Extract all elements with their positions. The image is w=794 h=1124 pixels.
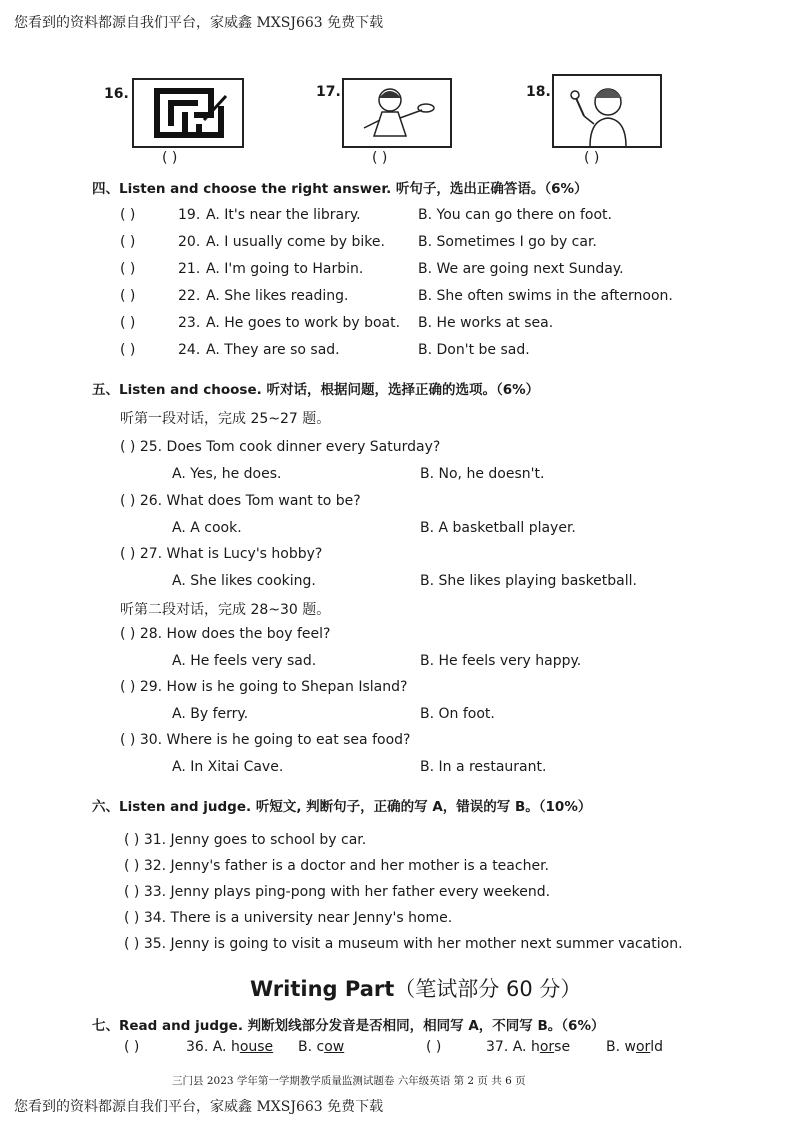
q34-statement: ( ) 34. There is a university near Jenny's home.: [124, 910, 453, 926]
maze-icon: [134, 80, 242, 146]
watermark-bottom: 您看到的资料都源自我们平台，家威鑫 MXSJ663 免费下载: [14, 1099, 384, 1115]
girl-cooking-icon: [344, 80, 450, 146]
q37-blank: ( ): [426, 1039, 442, 1055]
section-7-title: 七、Read and judge. 判断划线部分发音是否相同，相同写 A，不同写 B。（6%）: [92, 1018, 605, 1034]
section-4-title: 四、Listen and choose the right answer. 听句子，选出正确答语。（6%）: [92, 181, 588, 197]
q21-option-b: B. We are going next Sunday.: [418, 261, 624, 277]
q30-option-a: A. In Xitai Cave.: [172, 759, 284, 775]
q23-option-b: B. He works at sea.: [418, 315, 554, 331]
q23-blank: ( ): [120, 315, 136, 331]
picture-18-answer-blank: ( ): [584, 150, 600, 166]
section-5-sub2: 听第二段对话，完成 28~30 题。: [120, 602, 331, 618]
q30-option-b: B. In a restaurant.: [420, 759, 547, 775]
writing-part-heading: [250, 973, 581, 1003]
picture-18-number: 18.: [526, 84, 551, 100]
worker-with-wrench-icon: [554, 76, 660, 146]
q23-number: 23.: [178, 315, 201, 331]
q29-option-b: B. On foot.: [420, 706, 495, 722]
q24-number: 24.: [178, 342, 201, 358]
q21-number: 21.: [178, 261, 201, 277]
q29-option-a: A. By ferry.: [172, 706, 249, 722]
picture-17-number: 17.: [316, 84, 341, 100]
q21-blank: ( ): [120, 261, 136, 277]
q31-statement: ( ) 31. Jenny goes to school by car.: [124, 832, 367, 848]
q22-option-b: B. She often swims in the afternoon.: [418, 288, 673, 304]
q26-option-a: A. A cook.: [172, 520, 242, 536]
page-footer: 三门县 2023 学年第一学期教学质量监测试题卷 六年级英语 第 2 页 共 6 页: [172, 1075, 526, 1087]
q20-option-a: A. I usually come by bike.: [206, 234, 385, 250]
q22-option-a: A. She likes reading.: [206, 288, 349, 304]
q27-option-a: A. She likes cooking.: [172, 573, 316, 589]
q24-option-b: B. Don't be sad.: [418, 342, 530, 358]
q19-blank: ( ): [120, 207, 136, 223]
q36-blank: ( ): [124, 1039, 140, 1055]
q37-option-a: 37. A. horse: [486, 1039, 571, 1055]
section-5-title: 五、Listen and choose. 听对话，根据问题，选择正确的选项。（6%）: [92, 382, 540, 398]
picture-16-answer-blank: ( ): [162, 150, 178, 166]
q23-option-a: A. He goes to work by boat.: [206, 315, 401, 331]
section-6-title: 六、Listen and judge. 听短文, 判断句子，正确的写 A，错误的写 B。（10%）: [92, 799, 592, 815]
picture-17-answer-blank: ( ): [372, 150, 388, 166]
writing-part-title: Writing Part: [250, 977, 395, 1001]
q25-option-b: B. No, he doesn't.: [420, 466, 545, 482]
q20-blank: ( ): [120, 234, 136, 250]
q19-number: 19.: [178, 207, 201, 223]
q20-option-b: B. Sometimes I go by car.: [418, 234, 597, 250]
picture-16-number: 16.: [104, 86, 129, 102]
q27-option-b: B. She likes playing basketball.: [420, 573, 637, 589]
q24-option-a: A. They are so sad.: [206, 342, 340, 358]
q19-option-a: A. It's near the library.: [206, 207, 361, 223]
q32-statement: ( ) 32. Jenny's father is a doctor and her mother is a teacher.: [124, 858, 549, 874]
q26-option-b: B. A basketball player.: [420, 520, 576, 536]
q26-question: ( ) 26. What does Tom want to be?: [120, 493, 361, 509]
q29-question: ( ) 29. How is he going to Shepan Island?: [120, 679, 408, 695]
q28-question: ( ) 28. How does the boy feel?: [120, 626, 331, 642]
watermark-top: 您看到的资料都源自我们平台，家威鑫 MXSJ663 免费下载: [14, 15, 384, 31]
q36-option-b: B. cow: [298, 1039, 345, 1055]
q35-statement: ( ) 35. Jenny is going to visit a museum with her mother next summer vacation.: [124, 936, 683, 952]
picture-18-frame: [552, 74, 662, 148]
q36-option-a: 36. A. house: [186, 1039, 274, 1055]
q22-blank: ( ): [120, 288, 136, 304]
picture-16-maze-frame: [132, 78, 244, 148]
q30-question: ( ) 30. Where is he going to eat sea food?: [120, 732, 411, 748]
section-5-sub1: 听第一段对话，完成 25~27 题。: [120, 411, 331, 427]
q28-option-a: A. He feels very sad.: [172, 653, 317, 669]
q21-option-a: A. I'm going to Harbin.: [206, 261, 364, 277]
q27-question: ( ) 27. What is Lucy's hobby?: [120, 546, 323, 562]
q37-option-b: B. world: [606, 1039, 664, 1055]
q24-blank: ( ): [120, 342, 136, 358]
q20-number: 20.: [178, 234, 201, 250]
q22-number: 22.: [178, 288, 201, 304]
q25-question: ( ) 25. Does Tom cook dinner every Saturday?: [120, 439, 441, 455]
q28-option-b: B. He feels very happy.: [420, 653, 582, 669]
q25-option-a: A. Yes, he does.: [172, 466, 282, 482]
writing-part-subtitle: （笔试部分 60 分）: [394, 977, 582, 1001]
q19-option-b: B. You can go there on foot.: [418, 207, 612, 223]
q33-statement: ( ) 33. Jenny plays ping-pong with her father every weekend.: [124, 884, 551, 900]
picture-17-frame: [342, 78, 452, 148]
